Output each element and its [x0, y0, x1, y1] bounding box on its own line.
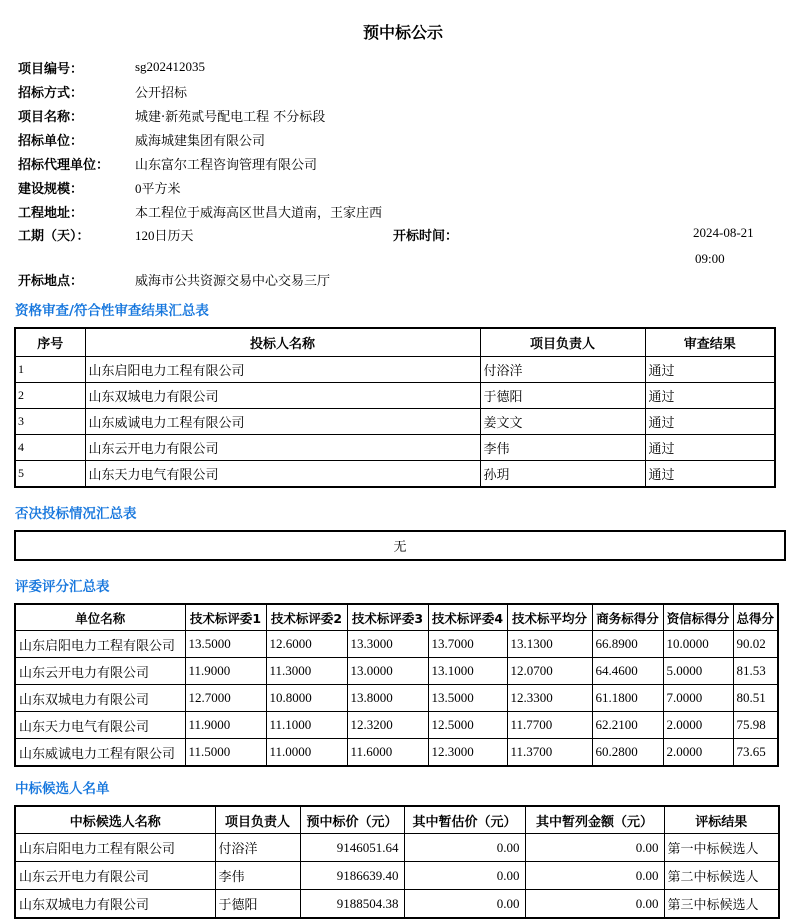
- table-row: [15, 631, 778, 658]
- table-cell: 于德阳: [215, 890, 300, 919]
- field-value: 120日历天: [135, 228, 194, 243]
- column-header: 技术标评委1: [185, 604, 266, 631]
- table-row: [15, 531, 785, 560]
- qualification-table: [14, 327, 776, 488]
- table-cell: 5: [15, 461, 85, 488]
- header-row: [15, 604, 778, 631]
- rejection-content-cell: 无: [15, 531, 785, 560]
- project-info: [18, 55, 806, 291]
- column-header: 资信标得分: [663, 604, 733, 631]
- table-row: [15, 890, 779, 919]
- table-cell: 13.3000: [347, 631, 428, 658]
- column-header: 序号: [15, 328, 85, 357]
- field-label: 工程地址：: [18, 205, 84, 221]
- info-row-tenderee: [18, 127, 806, 151]
- table-cell: 0.00: [404, 862, 525, 890]
- table-cell: 81.53: [733, 658, 778, 685]
- table-cell: 11.5000: [185, 739, 266, 767]
- field-value: 本工程位于威海高区世昌大道南，王家庄西: [135, 205, 383, 221]
- table-cell: 2.0000: [663, 739, 733, 767]
- table-cell: 12.0700: [507, 658, 592, 685]
- field-label: 招标方式：: [18, 85, 84, 101]
- info-row-agency: [18, 151, 806, 175]
- table-cell: 山东启阳电力工程有限公司: [15, 834, 215, 862]
- field-value: 公开招标: [135, 85, 188, 101]
- table-cell: 付浴洋: [215, 834, 300, 862]
- page-title: 预中标公示: [362, 23, 443, 42]
- table-cell: 80.51: [733, 685, 778, 712]
- table-cell: 61.1800: [592, 685, 663, 712]
- table-cell: 1: [15, 357, 85, 383]
- table-cell: 通过: [645, 357, 775, 383]
- table-cell: 12.7000: [185, 685, 266, 712]
- table-cell: 11.1000: [266, 712, 347, 739]
- column-header: 项目负责人: [480, 328, 645, 357]
- table-cell: 3: [15, 409, 85, 435]
- table-cell: 0.00: [525, 862, 664, 890]
- section-heading-scores: 评委评分汇总表: [15, 579, 110, 595]
- field-label: 项目编号：: [18, 61, 84, 77]
- table-cell: 山东威诚电力工程有限公司: [85, 409, 480, 435]
- table-cell: 13.5000: [428, 685, 507, 712]
- info-row-project-number: [18, 55, 806, 79]
- column-header: 其中暂列金额（元）: [525, 806, 664, 834]
- candidate-table: [14, 805, 780, 919]
- table-cell: 13.0000: [347, 658, 428, 685]
- table-cell: 10.0000: [663, 631, 733, 658]
- table-cell: 9186639.40: [300, 862, 404, 890]
- table-cell: 12.3300: [507, 685, 592, 712]
- table-cell: 60.2800: [592, 739, 663, 767]
- column-header: 总得分: [733, 604, 778, 631]
- table-cell: 73.65: [733, 739, 778, 767]
- field-label: 招标单位：: [18, 133, 84, 149]
- table-cell: 山东双城电力有限公司: [15, 890, 215, 919]
- table-cell: 75.98: [733, 712, 778, 739]
- table-cell: 13.8000: [347, 685, 428, 712]
- table-cell: 付浴洋: [480, 357, 645, 383]
- table-cell: 孙玥: [480, 461, 645, 488]
- table-cell: 9188504.38: [300, 890, 404, 919]
- column-header: 技术标平均分: [507, 604, 592, 631]
- table-cell: 山东云开电力有限公司: [85, 435, 480, 461]
- table-cell: 山东双城电力有限公司: [85, 383, 480, 409]
- table-cell: 12.3000: [428, 739, 507, 767]
- column-header: 中标候选人名称: [15, 806, 215, 834]
- column-header: 技术标评委2: [266, 604, 347, 631]
- table-cell: 通过: [645, 409, 775, 435]
- header-row: [15, 806, 779, 834]
- table-cell: 13.1300: [507, 631, 592, 658]
- table-cell: 李伟: [215, 862, 300, 890]
- table-cell: 62.2100: [592, 712, 663, 739]
- bid-opening-clock: 09:00: [695, 251, 725, 266]
- bid-opening-date: 2024-08-21: [693, 225, 754, 240]
- section-heading-candidates: 中标候选人名单: [15, 781, 110, 797]
- column-header: 投标人名称: [85, 328, 480, 357]
- field-value: 城建·新苑贰号配电工程 不分标段: [135, 109, 326, 125]
- table-cell: 山东威诚电力工程有限公司: [15, 739, 185, 767]
- column-header: 单位名称: [15, 604, 185, 631]
- table-cell: 13.5000: [185, 631, 266, 658]
- table-cell: 0.00: [525, 890, 664, 919]
- field-value: 山东富尔工程咨询管理有限公司: [135, 157, 318, 173]
- info-row-address: [18, 199, 806, 223]
- field-label: 招标代理单位：: [18, 157, 110, 173]
- column-header: 商务标得分: [592, 604, 663, 631]
- table-row: [15, 658, 778, 685]
- table-cell: 5.0000: [663, 658, 733, 685]
- table-cell: 11.9000: [185, 658, 266, 685]
- column-header: 其中暂估价（元）: [404, 806, 525, 834]
- column-header: 技术标评委3: [347, 604, 428, 631]
- table-cell: 11.3700: [507, 739, 592, 767]
- table-cell: 于德阳: [480, 383, 645, 409]
- table-cell: 11.0000: [266, 739, 347, 767]
- table-cell: 10.8000: [266, 685, 347, 712]
- table-cell: 0.00: [404, 834, 525, 862]
- field-value: 威海城建集团有限公司: [135, 133, 266, 149]
- table-cell: 12.6000: [266, 631, 347, 658]
- table-row: [15, 435, 775, 461]
- table-cell: 12.5000: [428, 712, 507, 739]
- table-cell: 第三中标候选人: [664, 890, 779, 919]
- info-row-scale: [18, 175, 806, 199]
- table-cell: 2.0000: [663, 712, 733, 739]
- table-cell: 李伟: [480, 435, 645, 461]
- table-cell: 0.00: [525, 834, 664, 862]
- table-cell: 9146051.64: [300, 834, 404, 862]
- table-cell: 66.8900: [592, 631, 663, 658]
- field-label: 开标地点：: [18, 273, 84, 289]
- table-cell: 7.0000: [663, 685, 733, 712]
- table-row: [15, 739, 778, 767]
- table-cell: 山东启阳电力工程有限公司: [85, 357, 480, 383]
- table-cell: 山东启阳电力工程有限公司: [15, 631, 185, 658]
- table-cell: 山东云开电力有限公司: [15, 862, 215, 890]
- info-row-place: [18, 267, 806, 291]
- column-header: 评标结果: [664, 806, 779, 834]
- field-value: sg202412035: [135, 59, 206, 74]
- table-cell: 山东云开电力有限公司: [15, 658, 185, 685]
- table-cell: 11.7700: [507, 712, 592, 739]
- table-cell: 11.9000: [185, 712, 266, 739]
- field-value: 威海市公共资源交易中心交易三厅: [135, 273, 331, 289]
- table-cell: 通过: [645, 383, 775, 409]
- table-cell: 13.1000: [428, 658, 507, 685]
- table-cell: 山东天力电气有限公司: [85, 461, 480, 488]
- table-cell: 山东天力电气有限公司: [15, 712, 185, 739]
- table-cell: 山东双城电力有限公司: [15, 685, 185, 712]
- table-row: [15, 409, 775, 435]
- field-value: 0平方米: [135, 180, 181, 196]
- table-row: [15, 685, 778, 712]
- section-heading-rejection: 否决投标情况汇总表: [15, 506, 137, 522]
- table-row: [15, 712, 778, 739]
- bid-opening-time-label: 开标时间：: [393, 229, 459, 244]
- table-cell: 13.7000: [428, 631, 507, 658]
- field-label: 项目名称：: [18, 109, 84, 125]
- table-cell: 第一中标候选人: [664, 834, 779, 862]
- table-cell: 姜文文: [480, 409, 645, 435]
- section-heading-qualification: 资格审查/符合性审查结果汇总表: [15, 303, 209, 319]
- table-cell: 11.6000: [347, 739, 428, 767]
- table-cell: 11.3000: [266, 658, 347, 685]
- table-row: [15, 834, 779, 862]
- table-cell: 64.4600: [592, 658, 663, 685]
- table-row: [15, 461, 775, 488]
- header-row: [15, 328, 775, 357]
- table-cell: 12.3200: [347, 712, 428, 739]
- table-cell: 0.00: [404, 890, 525, 919]
- table-cell: 第二中标候选人: [664, 862, 779, 890]
- score-table: [14, 603, 779, 767]
- table-cell: 通过: [645, 461, 775, 488]
- table-cell: 通过: [645, 435, 775, 461]
- info-row-duration: [18, 223, 806, 267]
- field-label: 工期（天）：: [18, 229, 90, 244]
- column-header: 审查结果: [645, 328, 775, 357]
- field-label: 建设规模：: [18, 181, 84, 197]
- table-cell: 4: [15, 435, 85, 461]
- table-cell: 2: [15, 383, 85, 409]
- table-row: [15, 383, 775, 409]
- column-header: 预中标价（元）: [300, 806, 404, 834]
- info-row-bid-method: [18, 79, 806, 103]
- rejection-table: [14, 530, 786, 561]
- table-row: [15, 862, 779, 890]
- column-header: 项目负责人: [215, 806, 300, 834]
- info-row-project-name: [18, 103, 806, 127]
- table-cell: 90.02: [733, 631, 778, 658]
- column-header: 技术标评委4: [428, 604, 507, 631]
- table-row: [15, 357, 775, 383]
